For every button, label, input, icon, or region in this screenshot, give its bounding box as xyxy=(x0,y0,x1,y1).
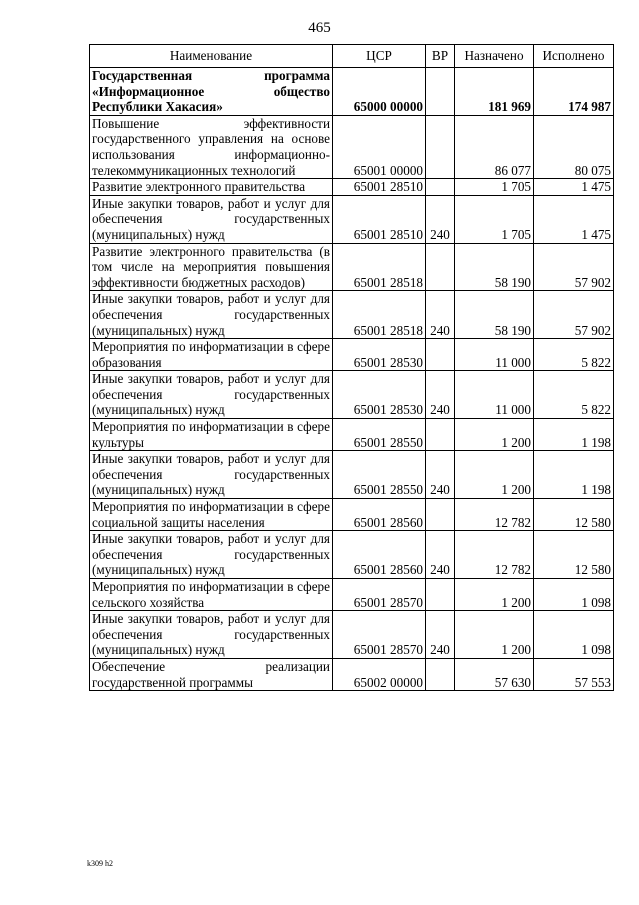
table-row xyxy=(90,179,614,196)
row-vr-cell xyxy=(426,579,455,611)
header-name: Наименование xyxy=(90,45,333,68)
row-vr-cell xyxy=(426,658,455,690)
row-executed-cell: 174 987 xyxy=(534,68,614,116)
row-executed-cell: 1 475 xyxy=(534,195,614,243)
header-assigned: Назначено xyxy=(455,45,534,68)
table-row xyxy=(90,195,614,243)
row-vr-cell xyxy=(426,339,455,371)
row-assigned-cell: 58 190 xyxy=(455,243,534,291)
row-name-cell: Государственная программа «Информационное общество Республики Хакасия» xyxy=(90,68,333,116)
table-row xyxy=(90,419,614,451)
table-header-row xyxy=(90,45,614,68)
row-csr-cell: 65001 28570 xyxy=(333,579,426,611)
row-name-cell: Иные закупки товаров, работ и услуг для обеспечения государственных (муниципальных) нужд xyxy=(90,531,333,579)
row-csr-cell: 65001 28550 xyxy=(333,419,426,451)
row-executed-cell: 1 475 xyxy=(534,179,614,196)
row-vr-cell: 240 xyxy=(426,195,455,243)
row-name-cell: Иные закупки товаров, работ и услуг для обеспечения государственных (муниципальных) нужд xyxy=(90,451,333,499)
row-vr-cell: 240 xyxy=(426,371,455,419)
row-csr-cell: 65001 28560 xyxy=(333,499,426,531)
table-row xyxy=(90,531,614,579)
row-executed-cell: 12 580 xyxy=(534,499,614,531)
row-assigned-cell: 12 782 xyxy=(455,531,534,579)
row-vr-cell xyxy=(426,68,455,116)
row-assigned-cell: 11 000 xyxy=(455,339,534,371)
table-row xyxy=(90,611,614,659)
row-name-cell: Иные закупки товаров, работ и услуг для обеспечения государственных (муниципальных) нужд xyxy=(90,611,333,659)
row-vr-cell: 240 xyxy=(426,611,455,659)
row-name-cell: Иные закупки товаров, работ и услуг для обеспечения государственных (муниципальных) нужд xyxy=(90,291,333,339)
row-name-cell: Мероприятия по информатизации в сфере культуры xyxy=(90,419,333,451)
row-csr-cell: 65001 28530 xyxy=(333,371,426,419)
row-assigned-cell: 1 200 xyxy=(455,419,534,451)
row-assigned-cell: 11 000 xyxy=(455,371,534,419)
row-vr-cell xyxy=(426,419,455,451)
row-vr-cell xyxy=(426,499,455,531)
row-executed-cell: 57 902 xyxy=(534,243,614,291)
row-csr-cell: 65001 28518 xyxy=(333,243,426,291)
table-row xyxy=(90,499,614,531)
table-body xyxy=(90,68,614,691)
row-vr-cell xyxy=(426,243,455,291)
row-name-cell: Мероприятия по информатизации в сфере образования xyxy=(90,339,333,371)
table-row xyxy=(90,339,614,371)
row-name-cell: Развитие электронного правительства xyxy=(90,179,333,196)
header-vr: ВР xyxy=(426,45,455,68)
row-executed-cell: 1 098 xyxy=(534,611,614,659)
row-assigned-cell: 181 969 xyxy=(455,68,534,116)
row-executed-cell: 1 098 xyxy=(534,579,614,611)
table-row xyxy=(90,579,614,611)
table-row xyxy=(90,451,614,499)
row-vr-cell: 240 xyxy=(426,291,455,339)
page-number: 465 xyxy=(308,20,331,36)
row-csr-cell: 65001 28518 xyxy=(333,291,426,339)
row-vr-cell xyxy=(426,115,455,178)
row-executed-cell: 57 902 xyxy=(534,291,614,339)
table-row xyxy=(90,658,614,690)
table-row xyxy=(90,68,614,116)
row-assigned-cell: 1 200 xyxy=(455,579,534,611)
row-assigned-cell: 86 077 xyxy=(455,115,534,178)
row-assigned-cell: 1 705 xyxy=(455,179,534,196)
row-name-cell: Мероприятия по информатизации в сфере социальной защиты населения xyxy=(90,499,333,531)
row-executed-cell: 5 822 xyxy=(534,339,614,371)
table-row xyxy=(90,115,614,178)
budget-table xyxy=(89,44,614,691)
row-csr-cell: 65001 28570 xyxy=(333,611,426,659)
row-executed-cell: 80 075 xyxy=(534,115,614,178)
row-vr-cell: 240 xyxy=(426,531,455,579)
row-executed-cell: 5 822 xyxy=(534,371,614,419)
row-assigned-cell: 58 190 xyxy=(455,291,534,339)
row-name-cell: Обеспечение реализации государственной программы xyxy=(90,658,333,690)
row-executed-cell: 1 198 xyxy=(534,451,614,499)
row-executed-cell: 57 553 xyxy=(534,658,614,690)
row-name-cell: Иные закупки товаров, работ и услуг для обеспечения государственных (муниципальных) нужд xyxy=(90,371,333,419)
row-csr-cell: 65001 00000 xyxy=(333,115,426,178)
header-csr: ЦСР xyxy=(333,45,426,68)
row-executed-cell: 1 198 xyxy=(534,419,614,451)
row-vr-cell: 240 xyxy=(426,451,455,499)
row-csr-cell: 65002 00000 xyxy=(333,658,426,690)
table-row xyxy=(90,291,614,339)
row-assigned-cell: 1 200 xyxy=(455,451,534,499)
row-name-cell: Развитие электронного правительства (в том числе на мероприятия повышения эффективности бюджетных расходов) xyxy=(90,243,333,291)
row-csr-cell: 65001 28560 xyxy=(333,531,426,579)
row-assigned-cell: 1 200 xyxy=(455,611,534,659)
header-executed: Исполнено xyxy=(534,45,614,68)
row-name-cell: Повышение эффективности государственного управления на основе использования информационно-телекоммуникационных технологий xyxy=(90,115,333,178)
table-row xyxy=(90,371,614,419)
row-name-cell: Иные закупки товаров, работ и услуг для обеспечения государственных (муниципальных) нужд xyxy=(90,195,333,243)
table-row xyxy=(90,243,614,291)
row-assigned-cell: 12 782 xyxy=(455,499,534,531)
row-csr-cell: 65001 28550 xyxy=(333,451,426,499)
row-name-cell: Мероприятия по информатизации в сфере сельского хозяйства xyxy=(90,579,333,611)
row-executed-cell: 12 580 xyxy=(534,531,614,579)
row-csr-cell: 65001 28510 xyxy=(333,195,426,243)
row-assigned-cell: 1 705 xyxy=(455,195,534,243)
row-vr-cell xyxy=(426,179,455,196)
row-assigned-cell: 57 630 xyxy=(455,658,534,690)
row-csr-cell: 65001 28530 xyxy=(333,339,426,371)
row-csr-cell: 65001 28510 xyxy=(333,179,426,196)
row-csr-cell: 65000 00000 xyxy=(333,68,426,116)
footer-code: k309 h2 xyxy=(87,859,113,868)
